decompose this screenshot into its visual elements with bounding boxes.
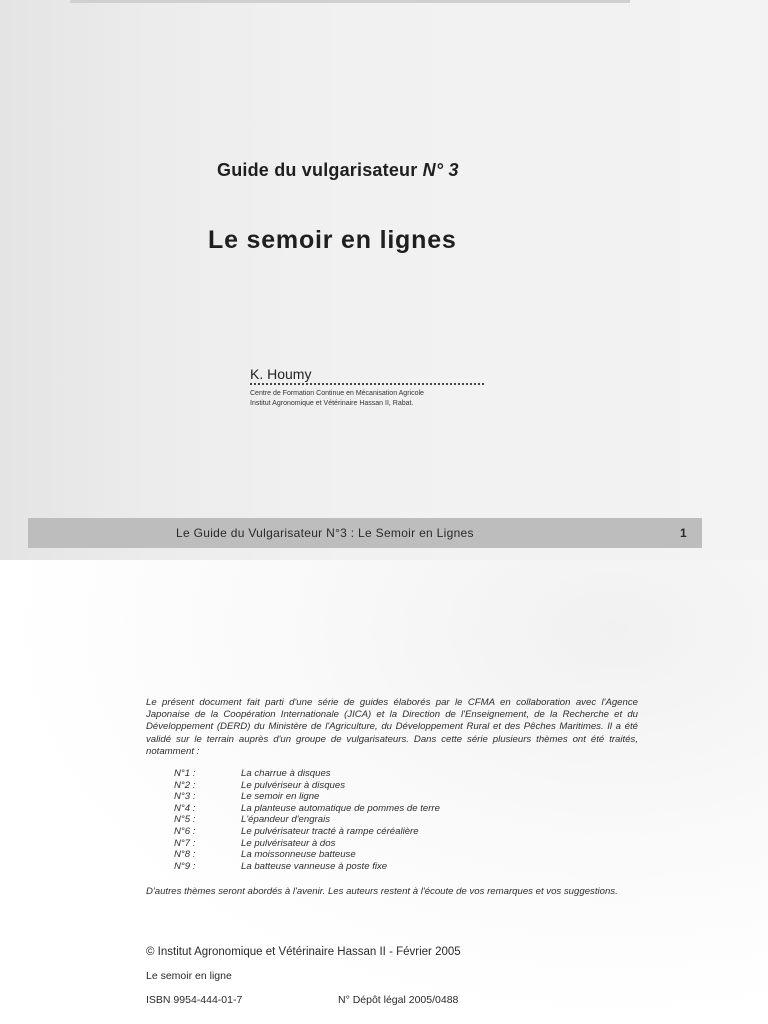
guide-title: La moissonneuse batteuse xyxy=(241,849,356,861)
guide-number: N°3 : xyxy=(174,791,196,803)
guide-number: N°5 : xyxy=(174,814,196,826)
guide-number: N°1 : xyxy=(174,768,196,779)
guide-number: N°8 : xyxy=(174,849,196,861)
footer-title: Le Guide du Vulgarisateur N°3 : Le Semoir en Lignes xyxy=(176,526,474,540)
footer-page-number: 1 xyxy=(680,526,687,540)
main-title: Le semoir en lignes xyxy=(208,226,457,254)
guide-title: La charrue à disques xyxy=(241,768,331,779)
guide-number: N°7 : xyxy=(174,837,196,849)
list-item xyxy=(174,768,440,780)
affiliation-line-2: Institut Agronomique et Vétérinaire Hassan II, Rabat. xyxy=(250,400,414,407)
list-item xyxy=(174,814,440,826)
document-subject: Le semoir en ligne xyxy=(146,970,232,982)
author-name: K. Houmy xyxy=(250,366,312,382)
guide-number: N°2 : xyxy=(174,779,196,791)
author-affiliation xyxy=(250,389,424,409)
intro-paragraph: Le présent document fait parti d'une série de guides élaborés par le CFMA en collaboration avec l'Agence Japonaise de la Coopération Internationale (JICA) et la Direction de l'Enseignement, de la Recherche et du Développement (DERD) du Ministère de l'Agriculture, du Développement Rural et des Pêches Maritimes. Il a été validé sur le terrain auprès d'un groupe de vulgarisateurs. Dans cette série plusieurs thèmes ont été traités, notamment : xyxy=(146,697,638,757)
legal-deposit: N° Dépôt légal 2005/0488 xyxy=(338,994,459,1006)
list-item xyxy=(174,780,440,792)
guide-number: N°6 : xyxy=(174,825,196,837)
list-item xyxy=(174,849,440,861)
guide-title: Le semoir en ligne xyxy=(241,791,320,803)
page-footer-band xyxy=(28,518,702,548)
list-item xyxy=(174,791,440,803)
author-divider xyxy=(250,383,484,385)
page-edge xyxy=(70,0,630,3)
guide-number: N°9 : xyxy=(174,860,196,872)
affiliation-line-1: Centre de Formation Continue en Mécanisation Agricole xyxy=(250,390,424,397)
list-item xyxy=(174,826,440,838)
list-item xyxy=(174,838,440,850)
guide-list xyxy=(174,768,440,872)
series-title-prefix: Guide du vulgarisateur xyxy=(217,160,418,180)
closing-paragraph: D'autres thèmes seront abordés à l'avenir. Les auteurs restent à l'écoute de vos remarques et vos suggestions. xyxy=(146,886,618,897)
series-title-number: N° 3 xyxy=(422,160,459,180)
guide-number: N°4 : xyxy=(174,802,196,814)
guide-title: L'épandeur d'engrais xyxy=(241,814,331,826)
list-item xyxy=(174,803,440,815)
guide-title: Le pulvérisateur à dos xyxy=(241,837,336,849)
isbn-number: ISBN 9954-444-01-7 xyxy=(146,994,243,1006)
guide-title: Le pulvériseur à disques xyxy=(241,779,345,791)
copyright-line: © Institut Agronomique et Vétérinaire Hassan II - Février 2005 xyxy=(146,946,461,958)
series-title xyxy=(217,160,459,181)
list-item xyxy=(174,861,440,873)
guide-title: Le pulvérisateur tracté à rampe céréalière xyxy=(241,825,419,837)
guide-title: La planteuse automatique de pommes de terre xyxy=(241,802,440,814)
guide-title: La batteuse vanneuse à poste fixe xyxy=(241,860,388,872)
